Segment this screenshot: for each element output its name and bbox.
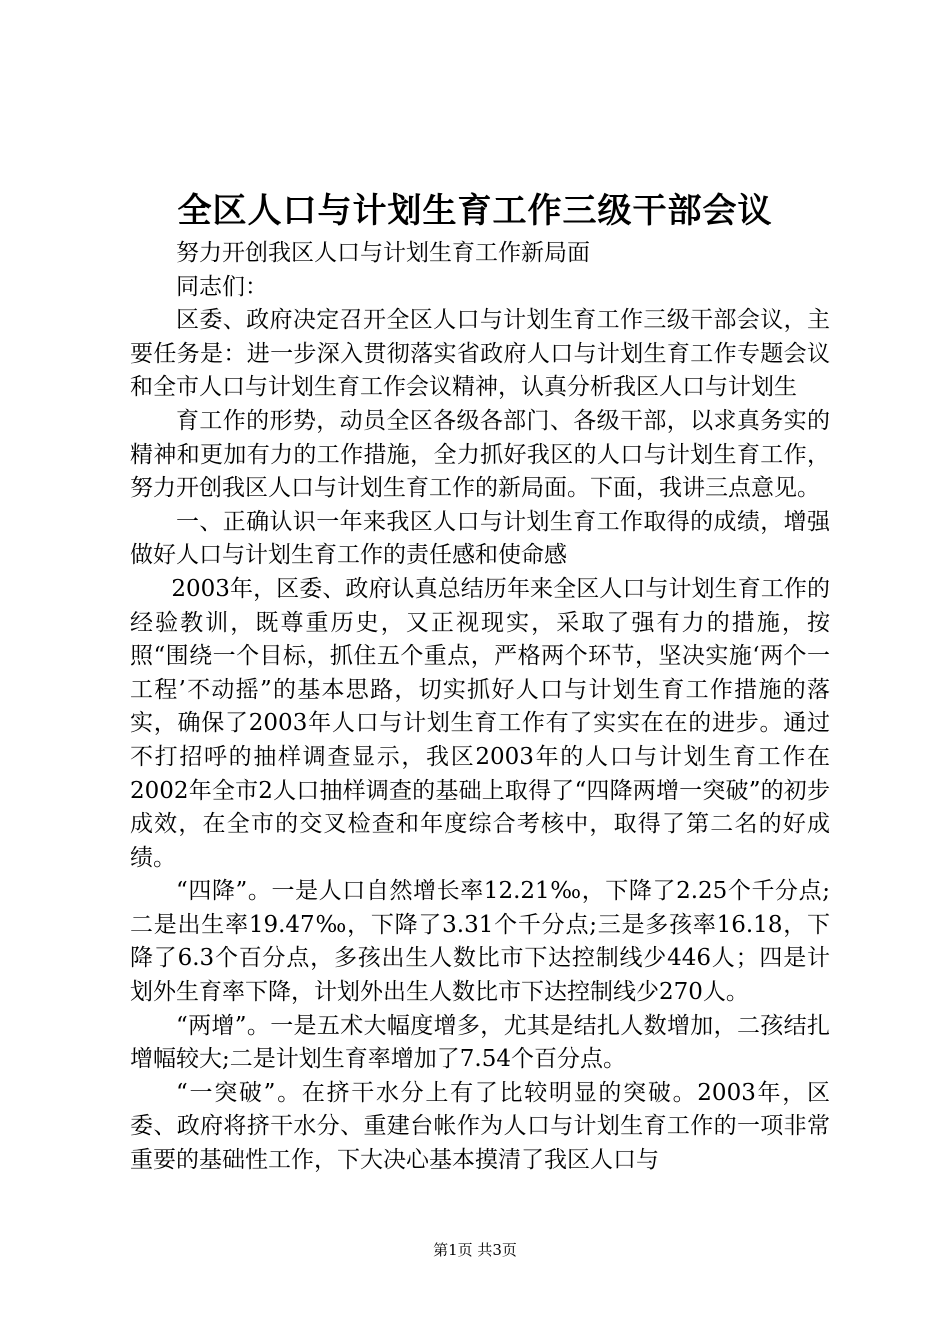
body-paragraph: 区委、政府决定召开全区人口与计划生育工作三级干部会议，主要任务是：进一步深入贯彻落实省政府人口与计划生育工作专题会议和全市人口与计划生育工作会议精神，认真分析我区人口与计划生 xyxy=(130,307,830,401)
body-paragraph: “四降”。一是人口自然增长率12.21‰，下降了2.25个千分点;二是出生率19.47‰，下降了3.31个千分点;三是多孩率16.18，下降了6.3个百分点，多孩出生人数比市下达控制线少446人；四是计划外生育率下降，计划外出生人数比市下达控制线少270人。 xyxy=(130,878,830,1006)
salutation-paragraph: 同志们： xyxy=(176,273,268,300)
section-heading: 一、正确认识一年来我区人口与计划生育工作取得的成绩，增强做好人口与计划生育工作的责任感和使命感 xyxy=(130,508,830,569)
body-paragraph: “一突破”。在挤干水分上有了比较明显的突破。2003年，区委、政府将挤干水分、重建台帐作为人口与计划生育工作的一项非常重要的基础性工作，下大决心基本摸清了我区人口与 xyxy=(130,1079,830,1174)
subtitle-paragraph: 努力开创我区人口与计划生育工作新局面 xyxy=(176,240,590,266)
body-paragraph: 2003年，区委、政府认真总结历年来全区人口与计划生育工作的经验教训，既尊重历史，又正视现实，采取了强有力的措施，按照“围绕一个目标，抓住五个重点，严格两个环节，坚决实施‘两个一工程’不动摇”的基本思路，切实抓好人口与计划生育工作措施的落实，确保了2003年人口与计划生育工作有了实实在在的进步。通过不打招呼的抽样调查显示，我区2003年的人口与计划生育工作在2002年全市2人口抽样调查的基础上取得了“四降两增一突破”的初步成效，在全市的交叉检查和年度综合考核中，取得了第二名的好成绩。 xyxy=(130,575,830,871)
document-title: 全区人口与计划生育工作三级干部会议 xyxy=(177,191,773,231)
body-paragraph: 育工作的形势，动员全区各级各部门、各级干部，以求真务实的精神和更加有力的工作措施，全力抓好我区的人口与计划生育工作，努力开创我区人口与计划生育工作的新局面。下面，我讲三点意见。 xyxy=(130,407,830,502)
body-paragraph: “两增”。一是五术大幅度增多，尤其是结扎人数增加，二孩结扎增幅较大;二是计划生育率增加了7.54个百分点。 xyxy=(130,1012,830,1073)
document-body xyxy=(130,237,830,1178)
page-footer: 第1页 共3页 xyxy=(433,1241,517,1259)
